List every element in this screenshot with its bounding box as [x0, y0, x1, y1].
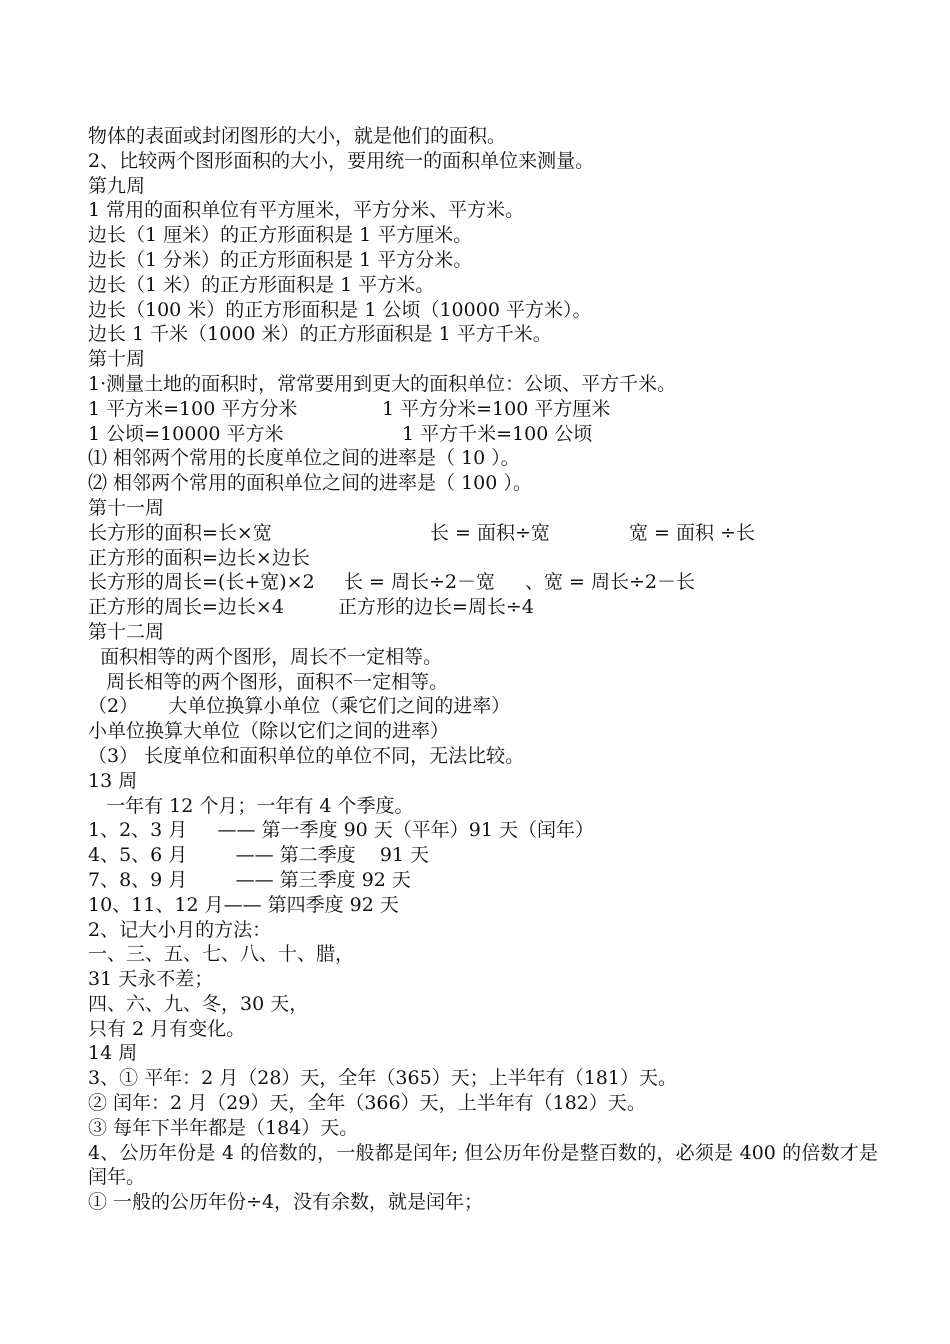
formula-text: 、宽 = 周长÷2－长: [525, 571, 696, 594]
formula-row: [88, 570, 878, 595]
quarter-line: 10、11、12 月—— 第四季度 92 天: [88, 893, 399, 916]
text-line: ⑵ 相邻两个常用的面积单位之间的进率是（ 100 ）。: [88, 472, 532, 495]
document-page: [88, 124, 878, 1215]
conversion-text: 1 平方米=100 平方分米: [88, 397, 298, 420]
section-heading-week-12: 第十二周: [88, 620, 165, 643]
section-heading-week-14: 14 周: [88, 1042, 138, 1065]
formula-text: 宽 = 面积 ÷长: [629, 521, 755, 544]
formula-text: 长 = 面积÷宽: [430, 521, 550, 544]
text-line: 一、三、五、七、八、十、腊，: [88, 943, 355, 966]
text-line: 周长相等的两个图形，面积不一定相等。: [88, 670, 449, 693]
conversion-row: [88, 422, 878, 447]
formula-row: [88, 521, 878, 546]
text-line: 1 常用的面积单位有平方厘米，平方分米、平方米。: [88, 199, 525, 222]
conversion-row: [88, 397, 878, 422]
text-line: 四、六、九、冬，30 天，: [88, 992, 309, 1015]
text-line: 只有 2 月有变化。: [88, 1017, 246, 1040]
text-line: 面积相等的两个图形，周长不一定相等。: [88, 645, 443, 668]
text-line: ③ 每年下半年都是（184）天。: [88, 1116, 359, 1139]
text-line: 一年有 12 个月；一年有 4 个季度。: [88, 794, 414, 817]
formula-text: 正方形的面积=边长×边长: [88, 546, 310, 569]
section-heading-week-13: 13 周: [88, 769, 138, 792]
quarter-line: 7、8、9 月 —— 第三季度 92 天: [88, 868, 411, 891]
conversion-text: 1 平方千米=100 公顷: [402, 422, 593, 445]
formula-text: 正方形的边长=周长÷4: [338, 596, 534, 619]
conversion-text: 1 平方分米=100 平方厘米: [382, 397, 611, 420]
quarter-line: 4、5、6 月 —— 第二季度 91 天: [88, 844, 430, 867]
text-line: ② 闰年：2 月（29）天，全年（366）天，上半年有（182）天。: [88, 1092, 646, 1115]
text-line: 边长（1 厘米）的正方形面积是 1 平方厘米。: [88, 224, 473, 247]
formula-row: [88, 546, 878, 571]
text-line: 3、① 平年：2 月（28）天，全年（365）天；上半年有（181）天。: [88, 1067, 677, 1090]
formula-text: 长 = 周长÷2－宽: [344, 571, 496, 594]
text-line: ① 一般的公历年份÷4，没有余数，就是闰年；: [88, 1191, 484, 1214]
text-line: ⑴ 相邻两个常用的长度单位之间的进率是（ 10 ）。: [88, 447, 520, 470]
leap-year-paragraph: 4、公历年份是 4 的倍数的，一般都是闰年; 但公历年份是整百数的，必须是 400 的倍数才是闰年。: [88, 1141, 878, 1189]
section-heading-week-10: 第十周: [88, 348, 146, 371]
text-line: 物体的表面或封闭图形的大小，就是他们的面积。: [88, 125, 507, 147]
formula-text: 长方形的面积=长×宽: [88, 521, 272, 544]
formula-text: 正方形的周长=边长×4: [88, 596, 284, 619]
text-line: （3） 长度单位和面积单位的单位不同，无法比较。: [88, 744, 525, 767]
formula-text: 长方形的周长=(长+宽)×2: [88, 571, 315, 594]
text-line: （2） 大单位换算小单位（乘它们之间的进率）: [88, 695, 511, 718]
text-line: 31 天永不差；: [88, 968, 214, 991]
text-line: 2、记大小月的方法：: [88, 918, 272, 941]
section-heading-week-9: 第九周: [88, 174, 146, 197]
conversion-text: 1 公顷=10000 平方米: [88, 422, 284, 445]
quarter-line: 1、2、3 月 —— 第一季度 90 天（平年）91 天（闰年）: [88, 819, 595, 842]
text-line: 小单位换算大单位（除以它们之间的进率）: [88, 720, 450, 743]
text-line: 2、比较两个图形面积的大小，要用统一的面积单位来测量。: [88, 149, 595, 172]
text-line: 边长（1 米）的正方形面积是 1 平方米。: [88, 273, 435, 296]
text-line: 1·测量土地的面积时，常常要用到更大的面积单位：公顷、平方千米。: [88, 372, 677, 395]
text-line: 边长（100 米）的正方形面积是 1 公顷（10000 平方米）。: [88, 298, 592, 321]
section-heading-week-11: 第十一周: [88, 496, 165, 519]
text-line: 边长（1 分米）的正方形面积是 1 平方分米。: [88, 248, 473, 271]
text-line: 边长 1 千米（1000 米）的正方形面积是 1 平方千米。: [88, 323, 552, 346]
formula-row: [88, 595, 878, 620]
